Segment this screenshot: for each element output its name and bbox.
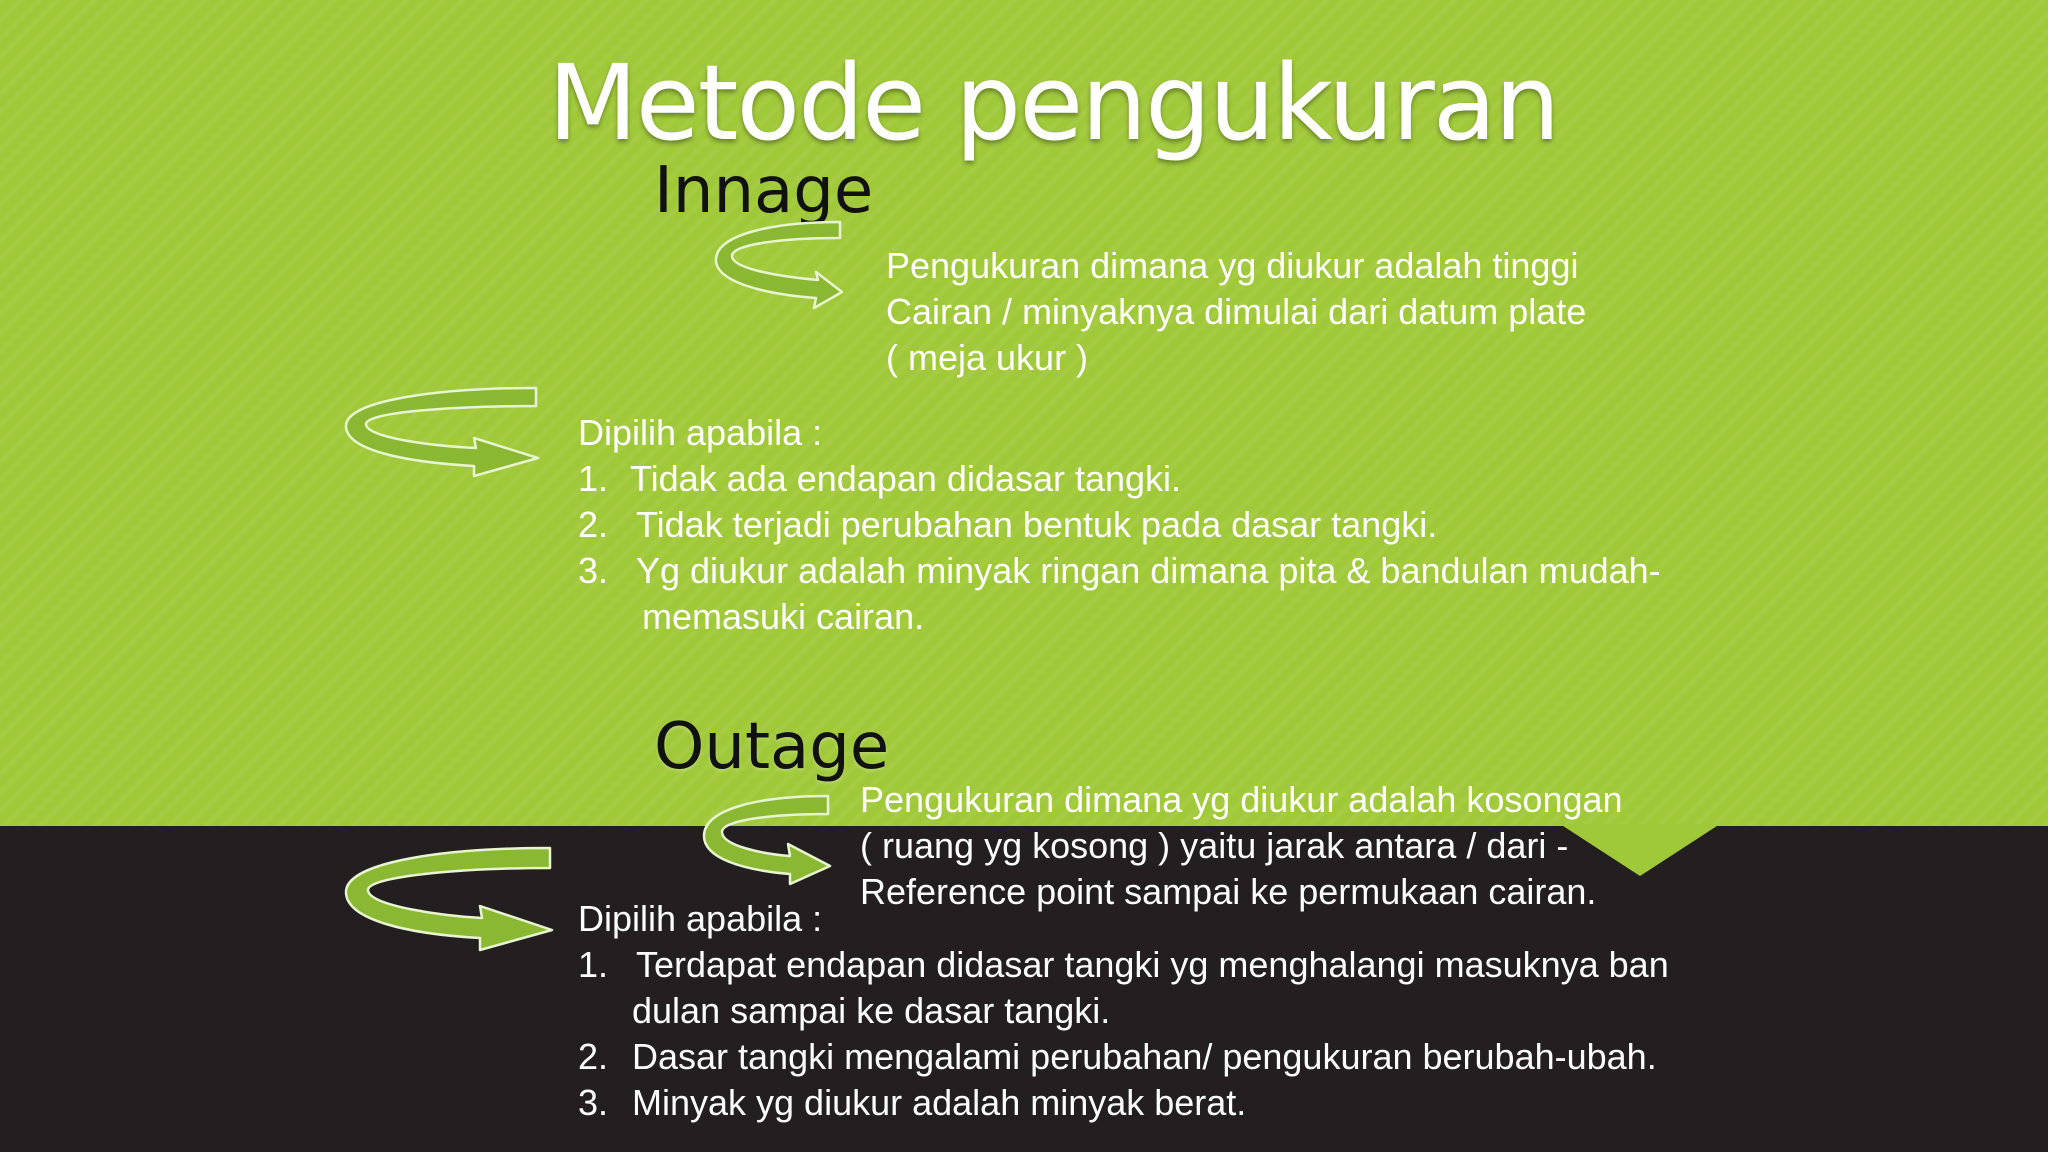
curved-arrow-icon [702, 794, 832, 886]
list-item [578, 942, 1669, 988]
list-text: dulan sampai ke dasar tangki. [632, 990, 1111, 1031]
list-text: Yg diukur adalah minyak ringan dimana pita & bandulan mudah- [636, 550, 1661, 591]
outage-condition-intro: Dipilih apabila : [578, 898, 823, 939]
list-item [578, 502, 1661, 548]
list-item [578, 594, 1661, 640]
innage-definition-line: ( meja ukur ) [886, 337, 1089, 378]
list-number: 3. [578, 550, 609, 591]
list-item [578, 1080, 1669, 1126]
list-text: Tidak terjadi perubahan bentuk pada dasar tangki. [636, 504, 1438, 545]
list-number: 1. [578, 944, 609, 985]
outage-definition-line: Reference point sampai ke permukaan cairan. [860, 871, 1597, 912]
curved-arrow-icon [344, 386, 540, 478]
outage-heading: Outage [654, 710, 890, 784]
innage-definition-line: Cairan / minyaknya dimulai dari datum plate [886, 291, 1587, 332]
list-text: Minyak yg diukur adalah minyak berat. [632, 1082, 1247, 1123]
list-text: Terdapat endapan didasar tangki yg menghalangi masuknya ban [636, 944, 1669, 985]
list-text: memasuki cairan. [642, 596, 925, 637]
list-text: Tidak ada endapan didasar tangki. [630, 458, 1182, 499]
list-item [578, 548, 1661, 594]
innage-condition-intro: Dipilih apabila : [578, 412, 823, 453]
list-text: Dasar tangki mengalami perubahan/ pengukuran berubah-ubah. [632, 1036, 1657, 1077]
list-item [578, 1034, 1669, 1080]
innage-heading: Innage [654, 154, 874, 224]
outage-definition [860, 777, 1623, 915]
list-number: 3. [578, 1082, 609, 1123]
curved-arrow-icon [714, 220, 844, 310]
slide-title: Metode pengukuran [548, 42, 1559, 164]
outage-conditions [578, 896, 1669, 1126]
list-number: 1. [578, 458, 609, 499]
list-item [578, 456, 1661, 502]
outage-definition-line: Pengukuran dimana yg diukur adalah kosongan [860, 779, 1623, 820]
list-item [578, 988, 1669, 1034]
curved-arrow-icon [344, 846, 554, 952]
list-number: 2. [578, 1036, 609, 1077]
innage-definition [886, 243, 1586, 381]
outage-definition-line: ( ruang yg kosong ) yaitu jarak antara / dari - [860, 825, 1569, 866]
innage-conditions [578, 410, 1661, 640]
list-number: 2. [578, 504, 609, 545]
innage-definition-line: Pengukuran dimana yg diukur adalah tinggi [886, 245, 1579, 286]
